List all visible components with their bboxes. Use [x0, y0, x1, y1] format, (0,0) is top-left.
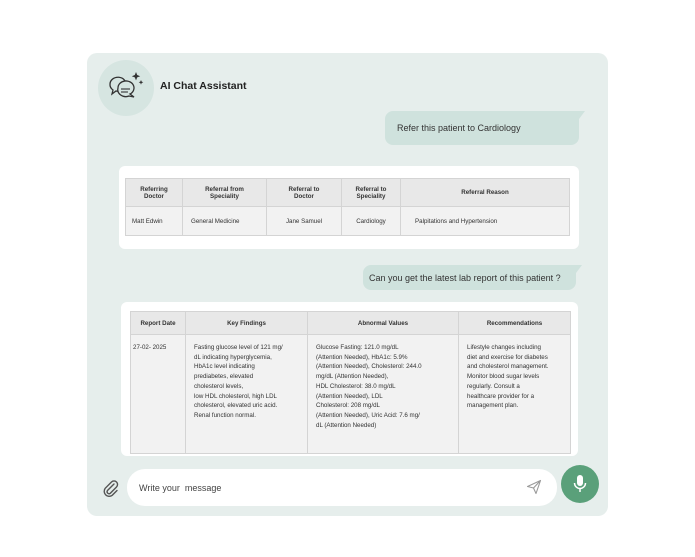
table-cell: Cardiology [342, 207, 401, 236]
attach-button[interactable] [102, 479, 120, 504]
table-header: Referring Doctor [126, 179, 183, 207]
send-button[interactable] [526, 479, 542, 500]
table-header: Recommendations [459, 312, 571, 335]
chat-bubbles-sparkle-icon [106, 70, 146, 106]
send-icon [526, 479, 542, 495]
abnormal-values-cell: Glucose Fasting: 121.0 mg/dL (Attention Needed), HbA1c: 5.9% (Attention Needed), Cholesterol: 244.0 mg/dL (Attention Needed), HDL Cholesterol: 38.0 mg/dL (Attention Needed), LDL Cholesterol: 208 mg/dL (Attention Needed), Uric Acid: 7.6 mg/ dL (Attention Needed) [308, 335, 459, 454]
recommendations-cell: Lifestyle changes including diet and exercise for diabetes and cholesterol management. Monitor blood sugar levels regularly. Consult a healthcare provider for a management plan. [459, 335, 571, 454]
message-text: Refer this patient to Cardiology [397, 123, 521, 133]
report-date-cell: 27-02- 2025 [131, 335, 186, 454]
paperclip-icon [102, 479, 120, 499]
referral-card [119, 166, 579, 249]
assistant-avatar [98, 60, 154, 116]
message-input[interactable] [137, 478, 521, 498]
user-message-bubble [385, 111, 579, 145]
table-cell: Matt Edwin [126, 207, 183, 236]
table-header: Key Findings [186, 312, 308, 335]
lab-report-card [121, 302, 578, 456]
microphone-icon [572, 474, 588, 494]
table-row [131, 335, 571, 454]
table-row [126, 207, 570, 236]
app-title: AI Chat Assistant [160, 80, 247, 92]
table-cell: Palpitations and Hypertension [401, 207, 570, 236]
user-message-bubble [363, 265, 576, 290]
table-header: Referral to Speciality [342, 179, 401, 207]
table-header: Report Date [131, 312, 186, 335]
message-input-bar [127, 469, 557, 506]
key-findings-cell: Fasting glucose level of 121 mg/ dL indicating hyperglycemia, HbA1c level indicating prediabetes, elevated cholesterol levels, low HDL cholesterol, high LDL cholesterol, elevated uric acid. Renal function normal. [186, 335, 308, 454]
table-header: Abnormal Values [308, 312, 459, 335]
table-header: Referral from Speciality [183, 179, 267, 207]
table-header: Referral to Doctor [267, 179, 342, 207]
microphone-button[interactable] [561, 465, 599, 503]
message-text: Can you get the latest lab report of this patient ? [369, 272, 561, 283]
table-cell: General Medicine [183, 207, 267, 236]
table-cell: Jane Samuel [267, 207, 342, 236]
referral-table [125, 178, 570, 236]
lab-report-table [130, 311, 571, 454]
table-header: Referral Reason [401, 179, 570, 207]
